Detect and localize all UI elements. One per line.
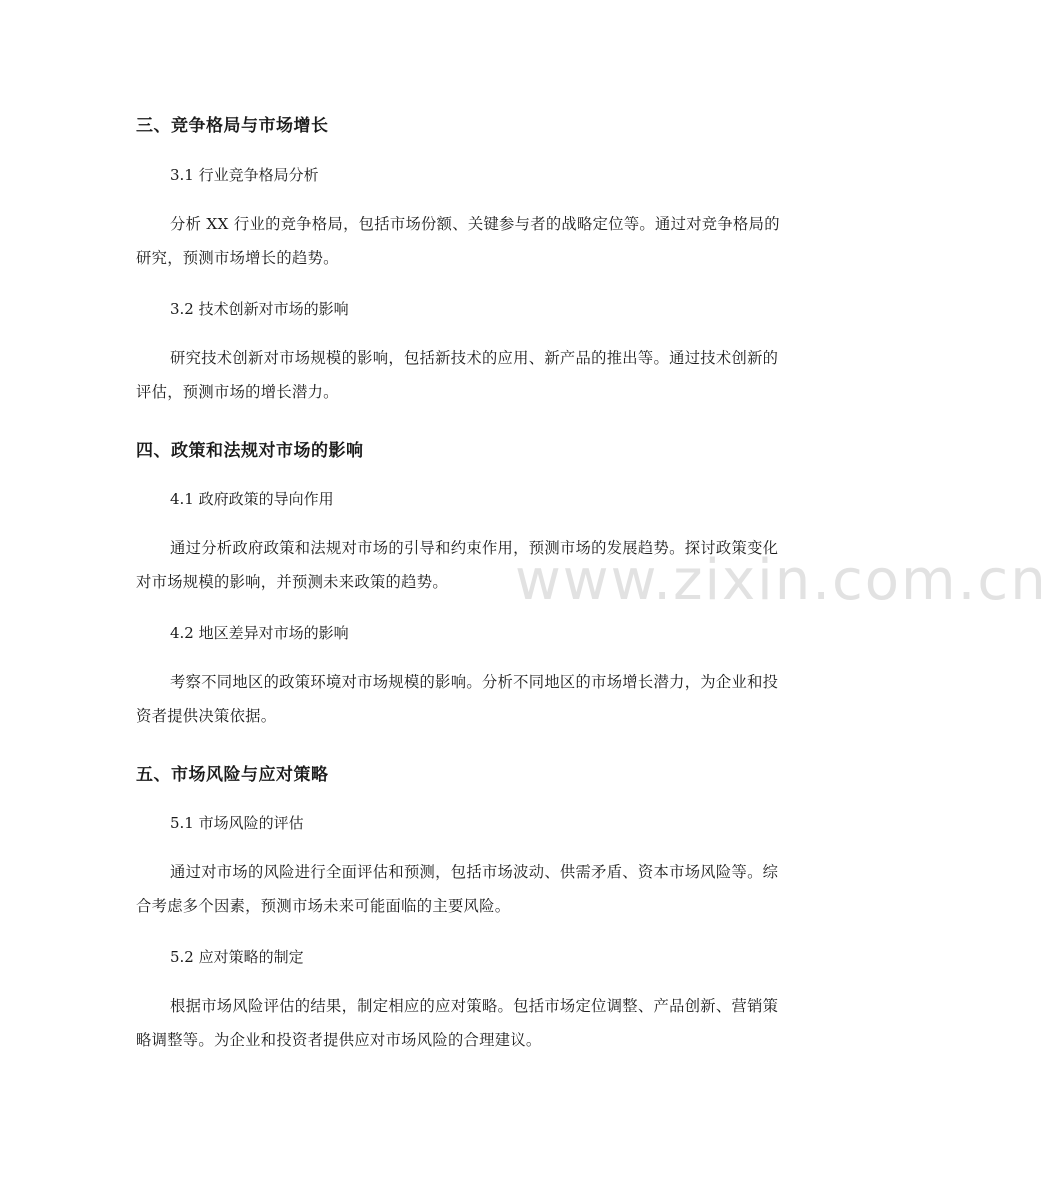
section-heading: 三、竞争格局与市场增长 <box>136 116 329 136</box>
subsection-heading: 5.2 应对策略的制定 <box>170 948 304 966</box>
paragraph: 通过对市场的风险进行全面评估和预测，包括市场波动、供需矛盾、资本市场风险等。综合考虑多个因素，预测市场未来可能面临的主要风险。 <box>136 863 779 915</box>
section-heading: 五、市场风险与应对策略 <box>136 765 329 785</box>
paragraph: 研究技术创新对市场规模的影响，包括新技术的应用、新产品的推出等。通过技术创新的评估，预测市场的增长潜力。 <box>136 349 779 401</box>
subsection-heading: 4.2 地区差异对市场的影响 <box>170 624 349 642</box>
subsection-heading: 3.1 行业竞争格局分析 <box>170 166 319 184</box>
watermark: www.zixin.com.cn <box>515 548 1048 613</box>
paragraph: 分析 XX 行业的竞争格局，包括市场份额、关键参与者的战略定位等。通过对竞争格局的研究，预测市场增长的趋势。 <box>136 215 780 267</box>
paragraph: 通过分析政府政策和法规对市场的引导和约束作用，预测市场的发展趋势。探讨政策变化对市场规模的影响，并预测未来政策的趋势。 <box>136 539 779 591</box>
paragraph: 考察不同地区的政策环境对市场规模的影响。分析不同地区的市场增长潜力，为企业和投资者提供决策依据。 <box>136 673 779 725</box>
subsection-heading: 4.1 政府政策的导向作用 <box>170 490 334 508</box>
section-heading: 四、政策和法规对市场的影响 <box>136 441 364 461</box>
paragraph: 根据市场风险评估的结果，制定相应的应对策略。包括市场定位调整、产品创新、营销策略调整等。为企业和投资者提供应对市场风险的合理建议。 <box>136 997 779 1049</box>
subsection-heading: 3.2 技术创新对市场的影响 <box>170 300 349 318</box>
subsection-heading: 5.1 市场风险的评估 <box>170 814 304 832</box>
